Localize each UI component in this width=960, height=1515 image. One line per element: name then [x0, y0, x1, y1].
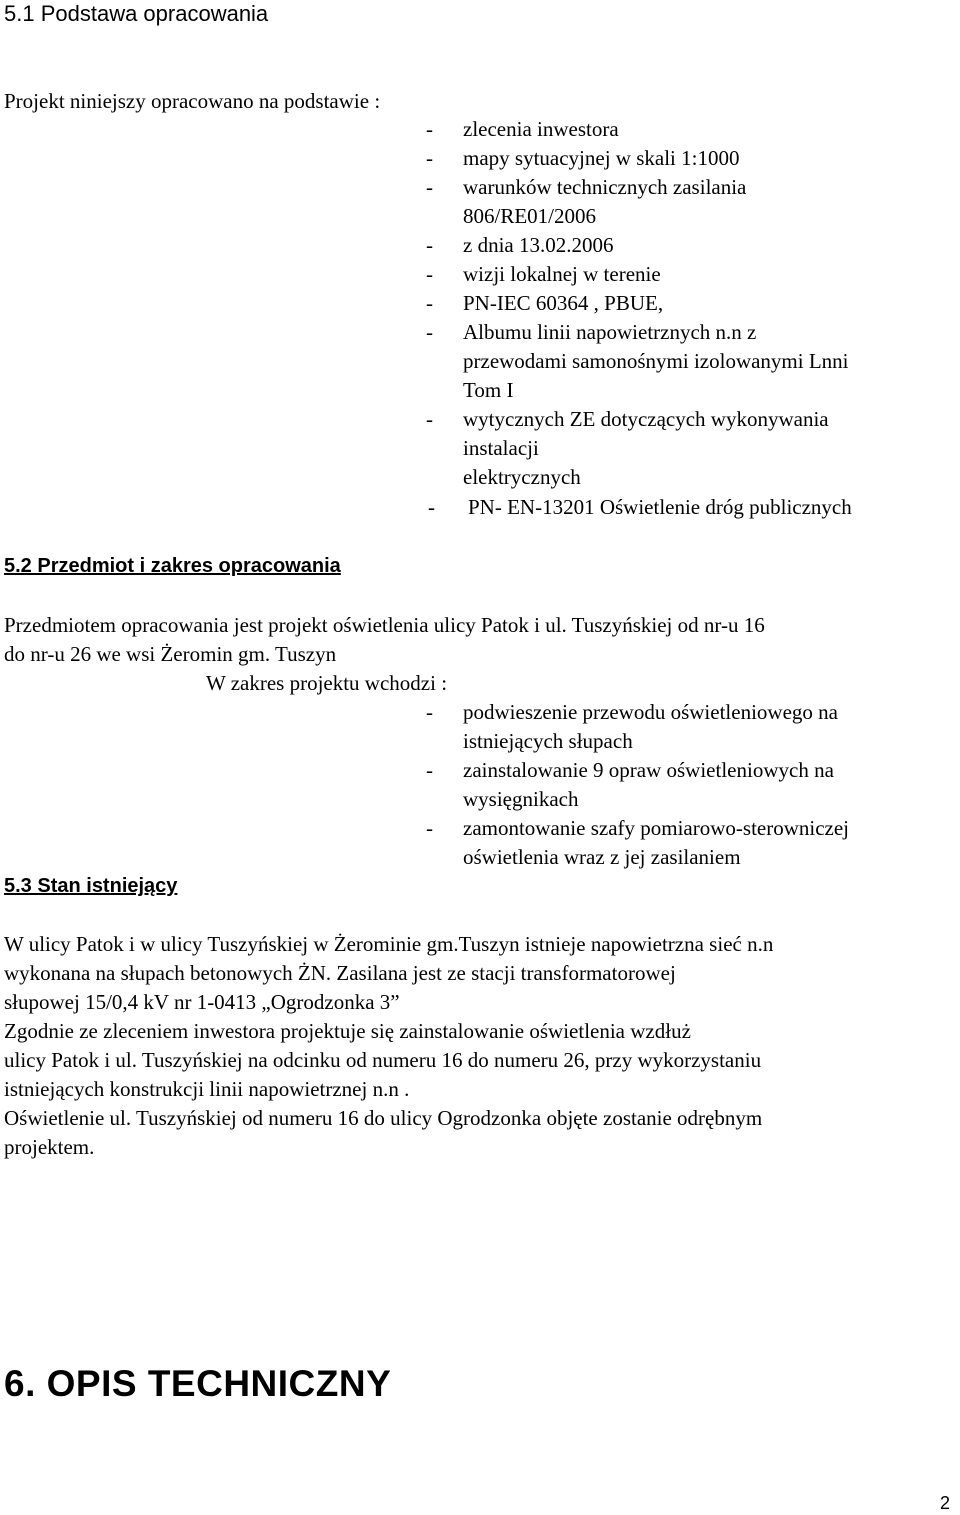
list-item: Albumu linii napowietrznych n.n z [463, 320, 757, 344]
section-5-3-line: istniejących konstrukcji linii napowietrznej n.n . [4, 1077, 410, 1101]
list-item-continuation: przewodami samonośnymi izolowanymi Lnni [463, 349, 849, 373]
section-5-2-para-line: Przedmiotem opracowania jest projekt oświetlenia ulicy Patok i ul. Tuszyńskiej od nr-u 16 [4, 613, 765, 637]
list-dash: - [426, 262, 433, 286]
list-item: PN- EN-13201 Oświetlenie dróg publicznych [468, 495, 852, 519]
list-item: podwieszenie przewodu oświetleniowego na [463, 700, 838, 724]
list-dash: - [426, 233, 433, 257]
list-item: warunków technicznych zasilania [463, 175, 747, 199]
list-item: zamontowanie szafy pomiarowo-sterowniczej [463, 816, 850, 840]
section-6-heading: 6. OPIS TECHNICZNY [4, 1363, 392, 1404]
list-item-continuation: elektrycznych [463, 465, 581, 489]
list-dash: - [426, 175, 433, 199]
section-5-1-intro: Projekt niniejszy opracowano na podstawie : [4, 89, 381, 113]
list-dash: - [426, 117, 433, 141]
list-dash: - [426, 816, 433, 840]
list-dash: - [428, 495, 435, 519]
section-5-1-heading: 5.1 Podstawa opracowania [4, 1, 269, 26]
section-5-3-line: ulicy Patok i ul. Tuszyńskiej na odcinku od numeru 16 do numeru 26, przy wykorzystaniu [4, 1048, 762, 1072]
section-5-3-heading-text: 5.3 Stan istniejący [4, 875, 178, 897]
list-item-continuation: 806/RE01/2006 [463, 204, 597, 228]
page-number: 2 [939, 1493, 950, 1513]
list-item: wizji lokalnej w terenie [463, 262, 661, 286]
list-dash: - [426, 407, 433, 431]
list-item: mapy sytuacyjnej w skali 1:1000 [463, 146, 740, 170]
section-5-3-line: Oświetlenie ul. Tuszyńskiej od numeru 16 do ulicy Ogrodzonka objęte zostanie odrębnym [4, 1106, 763, 1130]
section-5-3-line: słupowej 15/0,4 kV nr 1-0413 „Ogrodzonka 3” [4, 990, 400, 1014]
section-5-2-heading [4, 553, 341, 579]
section-5-3-line: projektem. [4, 1135, 95, 1159]
list-item: wytycznych ZE dotyczących wykonywania [463, 407, 829, 431]
list-item-continuation: wysięgnikach [463, 787, 579, 811]
list-item-continuation: instalacji [463, 436, 539, 460]
list-item: zainstalowanie 9 opraw oświetleniowych na [463, 758, 834, 782]
section-5-3-heading [4, 873, 177, 899]
list-item: z dnia 13.02.2006 [463, 233, 614, 257]
list-dash: - [426, 758, 433, 782]
list-item-continuation: oświetlenia wraz z jej zasilaniem [463, 845, 741, 869]
list-item-continuation: Tom I [463, 378, 514, 402]
section-5-3-line: wykonana na słupach betonowych ŻN. Zasilana jest ze stacji transformatorowej [4, 961, 676, 985]
list-dash: - [426, 291, 433, 315]
list-dash: - [426, 700, 433, 724]
section-5-2-para-line: do nr-u 26 we wsi Żeromin gm. Tuszyn [4, 642, 337, 666]
list-dash: - [426, 320, 433, 344]
scope-intro: W zakres projektu wchodzi : [206, 671, 448, 695]
section-5-3-line: Zgodnie ze zleceniem inwestora projektuje się zainstalowanie oświetlenia wzdłuż [4, 1019, 691, 1043]
list-item: zlecenia inwestora [463, 117, 619, 141]
list-item: PN-IEC 60364 , PBUE, [463, 291, 664, 315]
section-5-3-line: W ulicy Patok i w ulicy Tuszyńskiej w Żerominie gm.Tuszyn istnieje napowietrzna sieć n.n [4, 932, 774, 956]
section-5-2-heading-text: 5.2 Przedmiot i zakres opracowania [4, 555, 341, 577]
list-item-continuation: istniejących słupach [463, 729, 633, 753]
list-dash: - [426, 146, 433, 170]
